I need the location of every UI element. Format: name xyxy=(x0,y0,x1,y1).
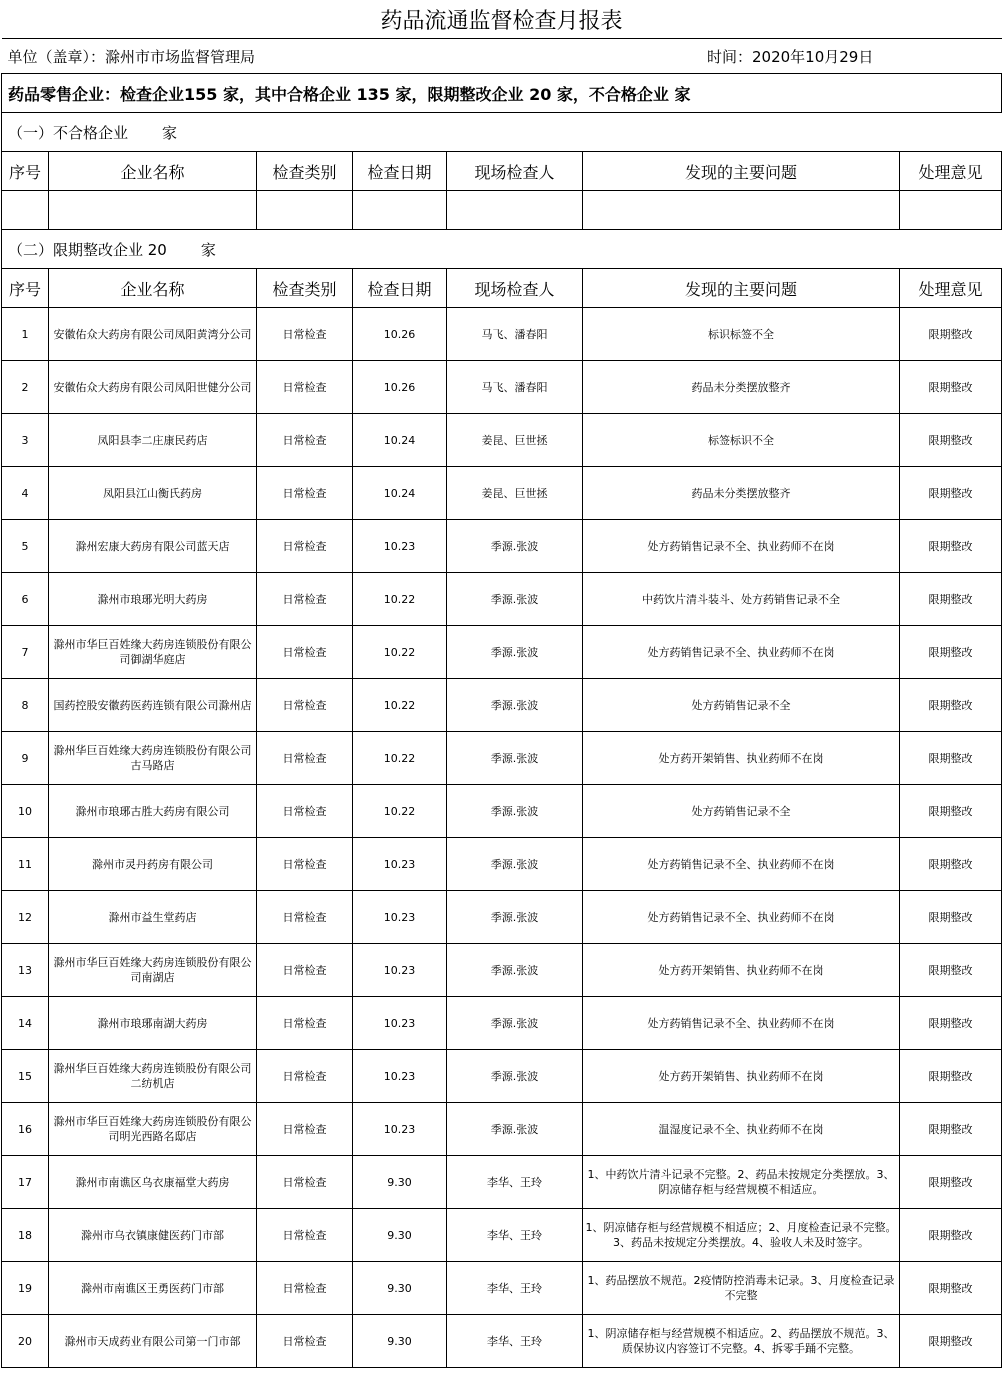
section-noncompliant-label: （一）不合格企业 xyxy=(8,123,129,142)
cell-inspectors: 姜昆、巨世拯 xyxy=(447,467,583,520)
cell-date: 10.24 xyxy=(353,467,447,520)
page-title: 药品流通监督检查月报表 xyxy=(2,0,1002,39)
cell-inspectors: 季源.张波 xyxy=(447,997,583,1050)
header-no: 序号 xyxy=(2,152,49,191)
cell-date: 10.23 xyxy=(353,838,447,891)
cell-company: 滁州市南谯区乌衣康福堂大药房 xyxy=(49,1156,257,1209)
cell-date: 10.23 xyxy=(353,1050,447,1103)
cell-action: 限期整改 xyxy=(900,891,1002,944)
cell-inspectors: 姜昆、巨世拯 xyxy=(447,414,583,467)
table-row xyxy=(2,997,1002,1050)
cell-problem: 处方药销售记录不全 xyxy=(583,785,900,838)
table-row xyxy=(2,1103,1002,1156)
cell-company: 滁州市琅琊南湖大药房 xyxy=(49,997,257,1050)
cell-type: 日常检查 xyxy=(257,361,353,414)
header-problem: 发现的主要问题 xyxy=(583,152,900,191)
cell-problem: 处方药销售记录不全、执业药师不在岗 xyxy=(583,520,900,573)
cell-no: 10 xyxy=(2,785,49,838)
cell-problem: 1、阴凉储存柜与经营规模不相适应；2、月度检查记录不完整。3、药品未按规定分类摆放。4、验收人未及时签字。 xyxy=(583,1209,900,1262)
header-name: 企业名称 xyxy=(49,152,257,191)
section-rectify xyxy=(2,230,1002,269)
cell-action: 限期整改 xyxy=(900,361,1002,414)
cell-date: 10.26 xyxy=(353,308,447,361)
header-inspectors: 现场检查人 xyxy=(447,269,583,308)
cell-date: 10.22 xyxy=(353,679,447,732)
cell-company: 滁州市天成药业有限公司第一门市部 xyxy=(49,1315,257,1368)
cell-company: 滁州市灵丹药房有限公司 xyxy=(49,838,257,891)
empty-row xyxy=(2,191,1002,230)
cell-type: 日常检查 xyxy=(257,1050,353,1103)
cell-company: 国药控股安徽药医药连锁有限公司滁州店 xyxy=(49,679,257,732)
cell-date: 10.23 xyxy=(353,944,447,997)
cell-no: 2 xyxy=(2,361,49,414)
cell-action: 限期整改 xyxy=(900,1050,1002,1103)
cell-type: 日常检查 xyxy=(257,308,353,361)
cell-inspectors: 季源.张波 xyxy=(447,1050,583,1103)
table-row xyxy=(2,891,1002,944)
cell-inspectors: 李华、王玲 xyxy=(447,1156,583,1209)
cell-no: 12 xyxy=(2,891,49,944)
cell-company: 安徽佑众大药房有限公司凤阳黄湾分公司 xyxy=(49,308,257,361)
date-label: 时间：2020年10月29日 xyxy=(707,47,874,66)
header-inspectors: 现场检查人 xyxy=(447,152,583,191)
cell-inspectors: 季源.张波 xyxy=(447,1103,583,1156)
cell-no: 6 xyxy=(2,573,49,626)
cell-no: 1 xyxy=(2,308,49,361)
cell-action: 限期整改 xyxy=(900,997,1002,1050)
cell-type: 日常检查 xyxy=(257,997,353,1050)
cell-action: 限期整改 xyxy=(900,1209,1002,1262)
cell-date: 10.24 xyxy=(353,414,447,467)
header-no: 序号 xyxy=(2,269,49,308)
cell-problem: 处方药开架销售、执业药师不在岗 xyxy=(583,732,900,785)
cell-action: 限期整改 xyxy=(900,1103,1002,1156)
cell-date: 10.22 xyxy=(353,732,447,785)
header-type: 检查类别 xyxy=(257,269,353,308)
cell-company: 滁州市南谯区王勇医药门市部 xyxy=(49,1262,257,1315)
cell-date: 9.30 xyxy=(353,1262,447,1315)
cell-company: 滁州市乌衣镇康健医药门市部 xyxy=(49,1209,257,1262)
cell-type: 日常检查 xyxy=(257,467,353,520)
cell-problem: 标识标签不全 xyxy=(583,308,900,361)
cell-date: 10.26 xyxy=(353,361,447,414)
cell-inspectors: 李华、王玲 xyxy=(447,1262,583,1315)
section-noncompliant xyxy=(2,113,1002,152)
cell-problem: 1、中药饮片清斗记录不完整。2、药品未按规定分类摆放。3、阴凉储存柜与经营规模不相适应。 xyxy=(583,1156,900,1209)
cell-inspectors: 李华、王玲 xyxy=(447,1209,583,1262)
cell-date: 10.23 xyxy=(353,520,447,573)
cell-date: 10.23 xyxy=(353,1103,447,1156)
cell-action: 限期整改 xyxy=(900,679,1002,732)
cell-no: 19 xyxy=(2,1262,49,1315)
header-date: 检查日期 xyxy=(353,152,447,191)
cell-date: 10.23 xyxy=(353,997,447,1050)
cell-date: 10.22 xyxy=(353,626,447,679)
cell-action: 限期整改 xyxy=(900,467,1002,520)
cell-no: 13 xyxy=(2,944,49,997)
cell-company: 滁州市华巨百姓缘大药房连锁股份有限公司明光西路名邸店 xyxy=(49,1103,257,1156)
cell-company: 滁州华巨百姓缘大药房连锁股份有限公司古马路店 xyxy=(49,732,257,785)
cell-problem: 处方药销售记录不全、执业药师不在岗 xyxy=(583,838,900,891)
cell-company: 滁州市益生堂药店 xyxy=(49,891,257,944)
cell-date: 9.30 xyxy=(353,1209,447,1262)
cell-company: 滁州市华巨百姓缘大药房连锁股份有限公司南湖店 xyxy=(49,944,257,997)
cell-no: 9 xyxy=(2,732,49,785)
cell-type: 日常检查 xyxy=(257,1209,353,1262)
unit-label: 单位（盖章）：滁州市市场监督管理局 xyxy=(7,47,256,66)
section-rectify-label: （二）限期整改企业 20 xyxy=(8,240,167,259)
cell-no: 20 xyxy=(2,1315,49,1368)
cell-company: 凤阳县李二庄康民药店 xyxy=(49,414,257,467)
cell-action: 限期整改 xyxy=(900,626,1002,679)
cell-no: 14 xyxy=(2,997,49,1050)
section-noncompliant-unit: 家 xyxy=(162,123,178,142)
cell-company: 滁州市琅琊光明大药房 xyxy=(49,573,257,626)
cell-inspectors: 李华、王玲 xyxy=(447,1315,583,1368)
cell-problem: 1、阴凉储存柜与经营规模不相适应。2、药品摆放不规范。3、质保协议内容签订不完整。4、拆零手踊不完整。 xyxy=(583,1315,900,1368)
header-name: 企业名称 xyxy=(49,269,257,308)
cell-type: 日常检查 xyxy=(257,1156,353,1209)
cell-problem: 处方药销售记录不全、执业药师不在岗 xyxy=(583,626,900,679)
cell-inspectors: 季源.张波 xyxy=(447,944,583,997)
cell-problem: 处方药开架销售、执业药师不在岗 xyxy=(583,1050,900,1103)
header-row-2 xyxy=(2,269,1002,308)
header-problem: 发现的主要问题 xyxy=(583,269,900,308)
table-row xyxy=(2,1156,1002,1209)
cell-action: 限期整改 xyxy=(900,573,1002,626)
header-row-1 xyxy=(2,152,1002,191)
table-row xyxy=(2,944,1002,997)
cell-problem: 标签标识不全 xyxy=(583,414,900,467)
cell-inspectors: 季源.张波 xyxy=(447,679,583,732)
table-row xyxy=(2,1209,1002,1262)
table-row xyxy=(2,467,1002,520)
table-row xyxy=(2,361,1002,414)
report-table xyxy=(1,0,1002,1368)
cell-company: 滁州华巨百姓缘大药房连锁股份有限公司二纺机店 xyxy=(49,1050,257,1103)
cell-date: 9.30 xyxy=(353,1315,447,1368)
header-action: 处理意见 xyxy=(900,152,1002,191)
cell-problem: 处方药销售记录不全、执业药师不在岗 xyxy=(583,997,900,1050)
cell-no: 17 xyxy=(2,1156,49,1209)
cell-no: 4 xyxy=(2,467,49,520)
cell-type: 日常检查 xyxy=(257,679,353,732)
cell-action: 限期整改 xyxy=(900,944,1002,997)
summary-line: 药品零售企业：检查企业155 家，其中合格企业 135 家，限期整改企业 20 家，不合格企业 家 xyxy=(2,74,1002,113)
cell-action: 限期整改 xyxy=(900,1315,1002,1368)
table-row xyxy=(2,838,1002,891)
cell-problem: 处方药销售记录不全 xyxy=(583,679,900,732)
table-row xyxy=(2,732,1002,785)
cell-no: 3 xyxy=(2,414,49,467)
cell-inspectors: 季源.张波 xyxy=(447,891,583,944)
cell-action: 限期整改 xyxy=(900,1262,1002,1315)
meta-row xyxy=(2,39,1002,74)
cell-problem: 药品未分类摆放整齐 xyxy=(583,361,900,414)
cell-type: 日常检查 xyxy=(257,838,353,891)
report-sheet xyxy=(1,0,1001,1368)
cell-type: 日常检查 xyxy=(257,1103,353,1156)
cell-no: 7 xyxy=(2,626,49,679)
cell-date: 10.22 xyxy=(353,785,447,838)
cell-action: 限期整改 xyxy=(900,732,1002,785)
cell-action: 限期整改 xyxy=(900,1156,1002,1209)
cell-company: 滁州市琅琊古胜大药房有限公司 xyxy=(49,785,257,838)
cell-type: 日常检查 xyxy=(257,1315,353,1368)
cell-inspectors: 季源.张波 xyxy=(447,838,583,891)
table-row xyxy=(2,1315,1002,1368)
cell-inspectors: 季源.张波 xyxy=(447,785,583,838)
cell-type: 日常检查 xyxy=(257,944,353,997)
cell-action: 限期整改 xyxy=(900,785,1002,838)
cell-no: 5 xyxy=(2,520,49,573)
cell-type: 日常检查 xyxy=(257,1262,353,1315)
cell-company: 安徽佑众大药房有限公司凤阳世健分公司 xyxy=(49,361,257,414)
cell-problem: 中药饮片清斗装斗、处方药销售记录不全 xyxy=(583,573,900,626)
cell-no: 8 xyxy=(2,679,49,732)
cell-problem: 处方药销售记录不全、执业药师不在岗 xyxy=(583,891,900,944)
cell-inspectors: 季源.张波 xyxy=(447,520,583,573)
cell-type: 日常检查 xyxy=(257,891,353,944)
table-row xyxy=(2,414,1002,467)
cell-date: 10.22 xyxy=(353,573,447,626)
cell-inspectors: 马飞、潘春阳 xyxy=(447,361,583,414)
cell-type: 日常检查 xyxy=(257,732,353,785)
cell-action: 限期整改 xyxy=(900,308,1002,361)
table-row xyxy=(2,1050,1002,1103)
cell-company: 滁州市华巨百姓缘大药房连锁股份有限公司御湖华庭店 xyxy=(49,626,257,679)
cell-type: 日常检查 xyxy=(257,573,353,626)
table-row xyxy=(2,785,1002,838)
cell-type: 日常检查 xyxy=(257,520,353,573)
cell-no: 11 xyxy=(2,838,49,891)
table-row xyxy=(2,679,1002,732)
table-row xyxy=(2,308,1002,361)
header-type: 检查类别 xyxy=(257,152,353,191)
cell-action: 限期整改 xyxy=(900,838,1002,891)
cell-type: 日常检查 xyxy=(257,414,353,467)
cell-inspectors: 季源.张波 xyxy=(447,626,583,679)
header-date: 检查日期 xyxy=(353,269,447,308)
cell-problem: 药品未分类摆放整齐 xyxy=(583,467,900,520)
cell-problem: 处方药开架销售、执业药师不在岗 xyxy=(583,944,900,997)
cell-company: 凤阳县江山衡氏药房 xyxy=(49,467,257,520)
cell-problem: 温湿度记录不全、执业药师不在岗 xyxy=(583,1103,900,1156)
section-rectify-unit: 家 xyxy=(200,240,216,259)
cell-type: 日常检查 xyxy=(257,626,353,679)
cell-inspectors: 马飞、潘春阳 xyxy=(447,308,583,361)
cell-no: 15 xyxy=(2,1050,49,1103)
cell-company: 滁州宏康大药房有限公司蓝天店 xyxy=(49,520,257,573)
cell-type: 日常检查 xyxy=(257,785,353,838)
cell-no: 18 xyxy=(2,1209,49,1262)
cell-problem: 1、药品摆放不规范。2疫情防控消毒未记录。3、月度检查记录不完整 xyxy=(583,1262,900,1315)
header-action: 处理意见 xyxy=(900,269,1002,308)
cell-no: 16 xyxy=(2,1103,49,1156)
cell-inspectors: 季源.张波 xyxy=(447,573,583,626)
cell-inspectors: 季源.张波 xyxy=(447,732,583,785)
cell-action: 限期整改 xyxy=(900,414,1002,467)
table-row xyxy=(2,520,1002,573)
cell-date: 10.23 xyxy=(353,891,447,944)
table-row xyxy=(2,573,1002,626)
table-row xyxy=(2,1262,1002,1315)
table-row xyxy=(2,626,1002,679)
cell-date: 9.30 xyxy=(353,1156,447,1209)
cell-action: 限期整改 xyxy=(900,520,1002,573)
